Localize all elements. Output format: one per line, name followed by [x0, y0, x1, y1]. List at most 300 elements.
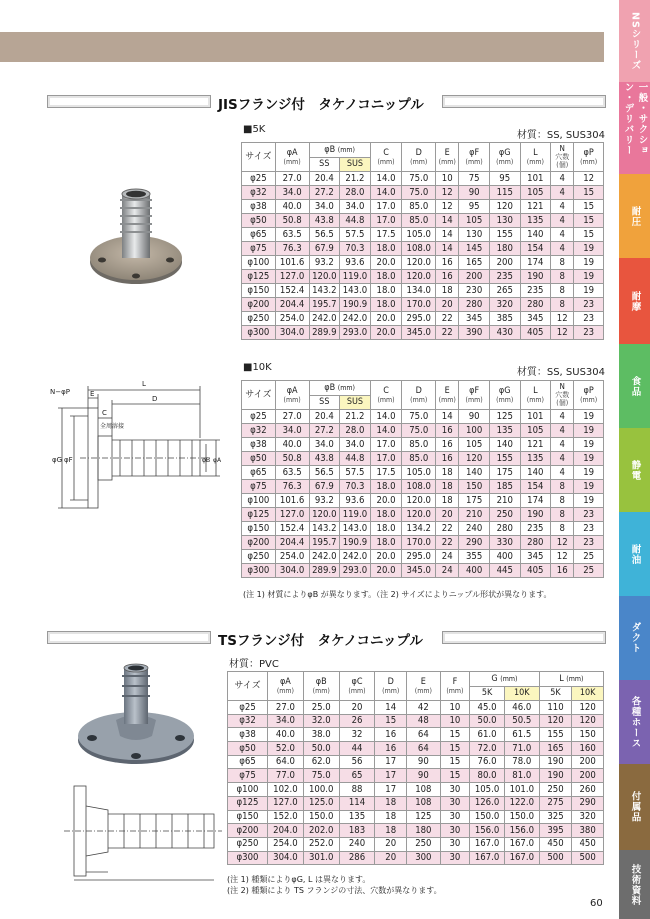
value-cell: 15	[574, 228, 604, 242]
side-tab[interactable]: ダクト	[619, 596, 650, 680]
value-cell: 289.9	[309, 326, 340, 340]
size-cell: φ65	[228, 755, 268, 769]
col-l-10k: 10K	[572, 687, 604, 701]
col-l-5k: 5K	[539, 687, 572, 701]
table-row	[228, 810, 604, 824]
size-cell: φ250	[228, 837, 268, 851]
value-cell: 250	[407, 837, 441, 851]
value-cell: 190	[539, 755, 572, 769]
value-cell: 4	[551, 186, 574, 200]
col-size: サイズ	[242, 381, 276, 410]
table-row	[242, 186, 604, 200]
size-cell: φ100	[242, 494, 276, 508]
value-cell: 390	[459, 326, 490, 340]
value-cell: 34.0	[309, 200, 340, 214]
value-cell: 8	[551, 270, 574, 284]
value-cell: 385	[489, 312, 520, 326]
col-g-10k: 10K	[504, 687, 539, 701]
col-g: φG (mm)	[489, 381, 520, 410]
value-cell: 16	[436, 438, 459, 452]
value-cell: 345.0	[402, 326, 436, 340]
value-cell: 110	[539, 701, 572, 715]
value-cell: 4	[551, 214, 574, 228]
value-cell: 18.0	[370, 242, 402, 256]
value-cell: 18	[436, 284, 459, 298]
side-tab[interactable]: 耐圧	[619, 174, 650, 258]
value-cell: 155	[489, 228, 520, 242]
value-cell: 204.0	[268, 824, 304, 838]
value-cell: 242.0	[309, 550, 340, 564]
value-cell: 200	[572, 769, 604, 783]
table-row	[228, 755, 604, 769]
size-cell: φ32	[228, 714, 268, 728]
value-cell: 4	[551, 172, 574, 186]
side-tab[interactable]: 食品	[619, 344, 650, 428]
value-cell: 50.0	[303, 742, 339, 756]
value-cell: 20.0	[370, 326, 402, 340]
value-cell: 240	[339, 837, 375, 851]
value-cell: 34.0	[340, 438, 371, 452]
value-cell: 101.6	[275, 494, 309, 508]
value-cell: 25	[574, 550, 604, 564]
value-cell: 44	[339, 742, 375, 756]
value-cell: 25.0	[303, 701, 339, 715]
value-cell: 135	[520, 214, 551, 228]
value-cell: 295.0	[402, 550, 436, 564]
value-cell: 17.0	[370, 438, 402, 452]
table-row	[242, 564, 604, 578]
table-row	[242, 508, 604, 522]
value-cell: 4	[551, 424, 574, 438]
value-cell: 120.0	[402, 494, 436, 508]
value-cell: 93.6	[340, 494, 371, 508]
value-cell: 75.0	[402, 186, 436, 200]
section-title-jis: JISフランジ付 タケノコニップル	[0, 91, 605, 111]
size-cell: φ38	[242, 438, 276, 452]
value-cell: 18.0	[370, 522, 402, 536]
value-cell: 280	[459, 298, 490, 312]
table-row	[228, 742, 604, 756]
value-cell: 18	[436, 494, 459, 508]
value-cell: 15	[440, 728, 469, 742]
value-cell: 20.0	[370, 494, 402, 508]
value-cell: 19	[574, 424, 604, 438]
size-cell: φ125	[242, 508, 276, 522]
value-cell: 40.0	[268, 728, 304, 742]
value-cell: 105	[520, 424, 551, 438]
table-row	[228, 796, 604, 810]
value-cell: 27.2	[309, 186, 340, 200]
value-cell: 34.0	[275, 186, 309, 200]
size-cell: φ250	[242, 550, 276, 564]
col-p: φP (mm)	[574, 143, 604, 172]
value-cell: 46.0	[504, 701, 539, 715]
value-cell: 19	[574, 466, 604, 480]
table-row	[242, 200, 604, 214]
value-cell: 14	[436, 410, 459, 424]
value-cell: 115	[489, 186, 520, 200]
value-cell: 8	[551, 284, 574, 298]
col-a: φA (mm)	[275, 143, 309, 172]
value-cell: 235	[520, 522, 551, 536]
table-row	[242, 494, 604, 508]
size-cell: φ150	[228, 810, 268, 824]
value-cell: 125	[489, 410, 520, 424]
table-row	[228, 824, 604, 838]
size-cell: φ50	[242, 452, 276, 466]
value-cell: 102.0	[268, 783, 304, 797]
value-cell: 120.0	[402, 256, 436, 270]
value-cell: 280	[520, 298, 551, 312]
size-cell: φ300	[228, 851, 268, 865]
value-cell: 85.0	[402, 438, 436, 452]
table-row	[242, 326, 604, 340]
value-cell: 174	[520, 494, 551, 508]
value-cell: 12	[551, 536, 574, 550]
value-cell: 135	[339, 810, 375, 824]
value-cell: 167.0	[504, 851, 539, 865]
value-cell: 120.0	[309, 508, 340, 522]
value-cell: 18.0	[370, 298, 402, 312]
value-cell: 152.4	[275, 284, 309, 298]
value-cell: 14	[436, 242, 459, 256]
value-cell: 200	[572, 755, 604, 769]
value-cell: 190	[520, 270, 551, 284]
value-cell: 81.0	[504, 769, 539, 783]
table-row	[242, 228, 604, 242]
col-e: E (mm)	[436, 381, 459, 410]
value-cell: 170.0	[402, 536, 436, 550]
value-cell: 500	[572, 851, 604, 865]
col-b-sus: SUS	[340, 396, 371, 410]
value-cell: 400	[459, 564, 490, 578]
value-cell: 304.0	[275, 564, 309, 578]
value-cell: 290	[572, 796, 604, 810]
value-cell: 22	[436, 522, 459, 536]
side-tab[interactable]: NSシリーズ	[619, 0, 650, 82]
value-cell: 20	[436, 508, 459, 522]
value-cell: 17	[375, 783, 407, 797]
value-cell: 12	[436, 186, 459, 200]
value-cell: 450	[572, 837, 604, 851]
table-row	[242, 242, 604, 256]
value-cell: 265	[489, 284, 520, 298]
col-g: φG (mm)	[489, 143, 520, 172]
col-n: N 穴数 (個)	[551, 381, 574, 410]
value-cell: 167.0	[504, 837, 539, 851]
value-cell: 4	[551, 410, 574, 424]
table-row	[228, 701, 604, 715]
value-cell: 260	[572, 783, 604, 797]
dim-l: L	[142, 380, 146, 388]
value-cell: 4	[551, 228, 574, 242]
value-cell: 101	[520, 410, 551, 424]
value-cell: 77.0	[268, 769, 304, 783]
value-cell: 17.0	[370, 200, 402, 214]
value-cell: 23	[574, 508, 604, 522]
side-tab[interactable]: 耐油	[619, 512, 650, 596]
value-cell: 290	[459, 536, 490, 550]
value-cell: 4	[551, 438, 574, 452]
side-tab[interactable]: 付属品	[619, 764, 650, 850]
col-c: C (mm)	[370, 381, 402, 410]
value-cell: 70.3	[340, 242, 371, 256]
value-cell: 210	[459, 508, 490, 522]
value-cell: 16	[375, 728, 407, 742]
value-cell: 15	[440, 755, 469, 769]
value-cell: 19	[574, 256, 604, 270]
ts-note-1: (注 1) 種類によりφG, L は異なります。	[227, 875, 371, 884]
value-cell: 152.0	[268, 810, 304, 824]
value-cell: 21.2	[340, 410, 371, 424]
value-cell: 345	[459, 312, 490, 326]
value-cell: 20.0	[370, 256, 402, 270]
value-cell: 195.7	[309, 536, 340, 550]
value-cell: 15	[440, 769, 469, 783]
table-row	[242, 312, 604, 326]
side-tabs	[619, 0, 650, 919]
value-cell: 235	[489, 270, 520, 284]
value-cell: 405	[520, 326, 551, 340]
value-cell: 61.0	[470, 728, 505, 742]
value-cell: 18	[436, 480, 459, 494]
value-cell: 105	[520, 186, 551, 200]
value-cell: 120	[572, 701, 604, 715]
col-b: φB (mm)	[309, 381, 370, 396]
size-cell: φ25	[242, 172, 276, 186]
value-cell: 23	[574, 522, 604, 536]
value-cell: 143.2	[309, 522, 340, 536]
value-cell: 17.0	[370, 214, 402, 228]
col-d: D (mm)	[402, 381, 436, 410]
value-cell: 20.0	[370, 312, 402, 326]
value-cell: 156.0	[504, 824, 539, 838]
value-cell: 108.0	[402, 242, 436, 256]
value-cell: 93.2	[309, 256, 340, 270]
value-cell: 30	[440, 837, 469, 851]
value-cell: 154	[520, 480, 551, 494]
value-cell: 50.0	[470, 714, 505, 728]
size-cell: φ125	[228, 796, 268, 810]
value-cell: 32	[339, 728, 375, 742]
value-cell: 30	[440, 796, 469, 810]
side-tab[interactable]: 一般・サクション・デリバリー	[619, 82, 650, 174]
value-cell: 254.0	[275, 550, 309, 564]
value-cell: 70.3	[340, 480, 371, 494]
table-row	[242, 550, 604, 564]
value-cell: 44.8	[340, 214, 371, 228]
ts-material: 材質：PVC	[229, 659, 279, 670]
value-cell: 143.0	[340, 284, 371, 298]
side-tab[interactable]: 各種ホース	[619, 680, 650, 764]
value-cell: 15	[440, 742, 469, 756]
table-row	[228, 728, 604, 742]
col-f: φF (mm)	[459, 381, 490, 410]
value-cell: 20	[375, 837, 407, 851]
value-cell: 14	[375, 701, 407, 715]
value-cell: 43.8	[309, 214, 340, 228]
value-cell: 20.0	[370, 550, 402, 564]
value-cell: 90	[459, 410, 490, 424]
table-row	[242, 410, 604, 424]
side-tab[interactable]: 技術資料	[619, 850, 650, 919]
value-cell: 254.0	[268, 837, 304, 851]
value-cell: 64	[407, 742, 441, 756]
value-cell: 28.0	[340, 186, 371, 200]
value-cell: 30	[440, 783, 469, 797]
value-cell: 8	[551, 522, 574, 536]
value-cell: 24	[436, 550, 459, 564]
value-cell: 4	[551, 452, 574, 466]
col-l: L (mm)	[539, 672, 603, 687]
value-cell: 18.0	[370, 508, 402, 522]
value-cell: 121	[520, 200, 551, 214]
value-cell: 23	[574, 536, 604, 550]
value-cell: 289.9	[309, 564, 340, 578]
size-cell: φ125	[242, 270, 276, 284]
value-cell: 71.0	[504, 742, 539, 756]
value-cell: 34.0	[275, 424, 309, 438]
value-cell: 57.5	[340, 228, 371, 242]
ts-dimension-drawing	[64, 776, 222, 886]
value-cell: 242.0	[340, 312, 371, 326]
value-cell: 8	[551, 508, 574, 522]
value-cell: 23	[574, 326, 604, 340]
value-cell: 12	[436, 200, 459, 214]
value-cell: 320	[572, 810, 604, 824]
value-cell: 95	[489, 172, 520, 186]
value-cell: 19	[574, 410, 604, 424]
value-cell: 64	[407, 728, 441, 742]
side-tab[interactable]: 耐摩	[619, 258, 650, 344]
value-cell: 165	[459, 256, 490, 270]
value-cell: 18.0	[370, 480, 402, 494]
dim-g: φG	[52, 456, 63, 464]
dim-f: φF	[64, 456, 73, 464]
value-cell: 130	[489, 214, 520, 228]
size-cell: φ65	[242, 228, 276, 242]
table-row	[242, 452, 604, 466]
value-cell: 210	[489, 494, 520, 508]
value-cell: 155	[489, 452, 520, 466]
value-cell: 85.0	[402, 452, 436, 466]
jis-flange-nipple-photo	[80, 180, 192, 290]
table-row	[242, 298, 604, 312]
col-size: サイズ	[242, 143, 276, 172]
value-cell: 185	[489, 480, 520, 494]
value-cell: 180	[489, 242, 520, 256]
value-cell: 202.0	[303, 824, 339, 838]
ts-table	[227, 671, 604, 865]
value-cell: 85.0	[402, 200, 436, 214]
value-cell: 93.6	[340, 256, 371, 270]
size-cell: φ38	[228, 728, 268, 742]
value-cell: 61.5	[504, 728, 539, 742]
value-cell: 75.0	[303, 769, 339, 783]
value-cell: 17.5	[370, 228, 402, 242]
value-cell: 34.0	[268, 714, 304, 728]
value-cell: 64.0	[268, 755, 304, 769]
value-cell: 23	[574, 312, 604, 326]
value-cell: 105	[459, 214, 490, 228]
value-cell: 143.2	[309, 284, 340, 298]
value-cell: 65	[339, 769, 375, 783]
value-cell: 195.7	[309, 298, 340, 312]
value-cell: 76.3	[275, 480, 309, 494]
size-cell: φ38	[242, 200, 276, 214]
value-cell: 167.0	[470, 851, 505, 865]
value-cell: 90	[407, 755, 441, 769]
value-cell: 126.0	[470, 796, 505, 810]
value-cell: 242.0	[309, 312, 340, 326]
table-row	[242, 284, 604, 298]
table-row	[242, 438, 604, 452]
value-cell: 252.0	[303, 837, 339, 851]
value-cell: 16	[551, 564, 574, 578]
side-tab[interactable]: 静電	[619, 428, 650, 512]
value-cell: 12	[551, 326, 574, 340]
table-row	[242, 270, 604, 284]
value-cell: 355	[459, 550, 490, 564]
value-cell: 190.9	[340, 536, 371, 550]
value-cell: 240	[459, 522, 490, 536]
value-cell: 134.2	[402, 522, 436, 536]
value-cell: 120	[489, 200, 520, 214]
ts-flange-nipple-photo	[68, 660, 203, 770]
value-cell: 4	[551, 200, 574, 214]
col-e: E (mm)	[436, 143, 459, 172]
size-cell: φ150	[242, 522, 276, 536]
value-cell: 152.4	[275, 522, 309, 536]
value-cell: 101.6	[275, 256, 309, 270]
header-band	[0, 32, 604, 62]
value-cell: 17	[375, 755, 407, 769]
value-cell: 14	[436, 228, 459, 242]
value-cell: 140	[520, 228, 551, 242]
value-cell: 10	[440, 714, 469, 728]
table-row	[242, 214, 604, 228]
value-cell: 500	[539, 851, 572, 865]
value-cell: 16	[436, 424, 459, 438]
table-row	[242, 256, 604, 270]
value-cell: 125	[407, 810, 441, 824]
size-cell: φ75	[228, 769, 268, 783]
value-cell: 93.2	[309, 494, 340, 508]
size-cell: φ200	[242, 298, 276, 312]
col-c: φC (mm)	[339, 672, 375, 701]
value-cell: 16	[375, 742, 407, 756]
value-cell: 174	[520, 256, 551, 270]
size-cell: φ200	[242, 536, 276, 550]
jis5k-material: 材質：SS, SUS304	[516, 130, 605, 141]
value-cell: 20	[339, 701, 375, 715]
value-cell: 395	[539, 824, 572, 838]
value-cell: 40.0	[275, 200, 309, 214]
value-cell: 108.0	[402, 480, 436, 494]
value-cell: 63.5	[275, 228, 309, 242]
value-cell: 108	[407, 796, 441, 810]
size-cell: φ25	[228, 701, 268, 715]
value-cell: 170.0	[402, 298, 436, 312]
table-row	[242, 536, 604, 550]
value-cell: 10	[440, 701, 469, 715]
value-cell: 127.0	[275, 508, 309, 522]
value-cell: 295.0	[402, 312, 436, 326]
value-cell: 56.5	[309, 466, 340, 480]
col-f: F (mm)	[440, 672, 469, 701]
value-cell: 20.4	[309, 172, 340, 186]
value-cell: 15	[574, 186, 604, 200]
